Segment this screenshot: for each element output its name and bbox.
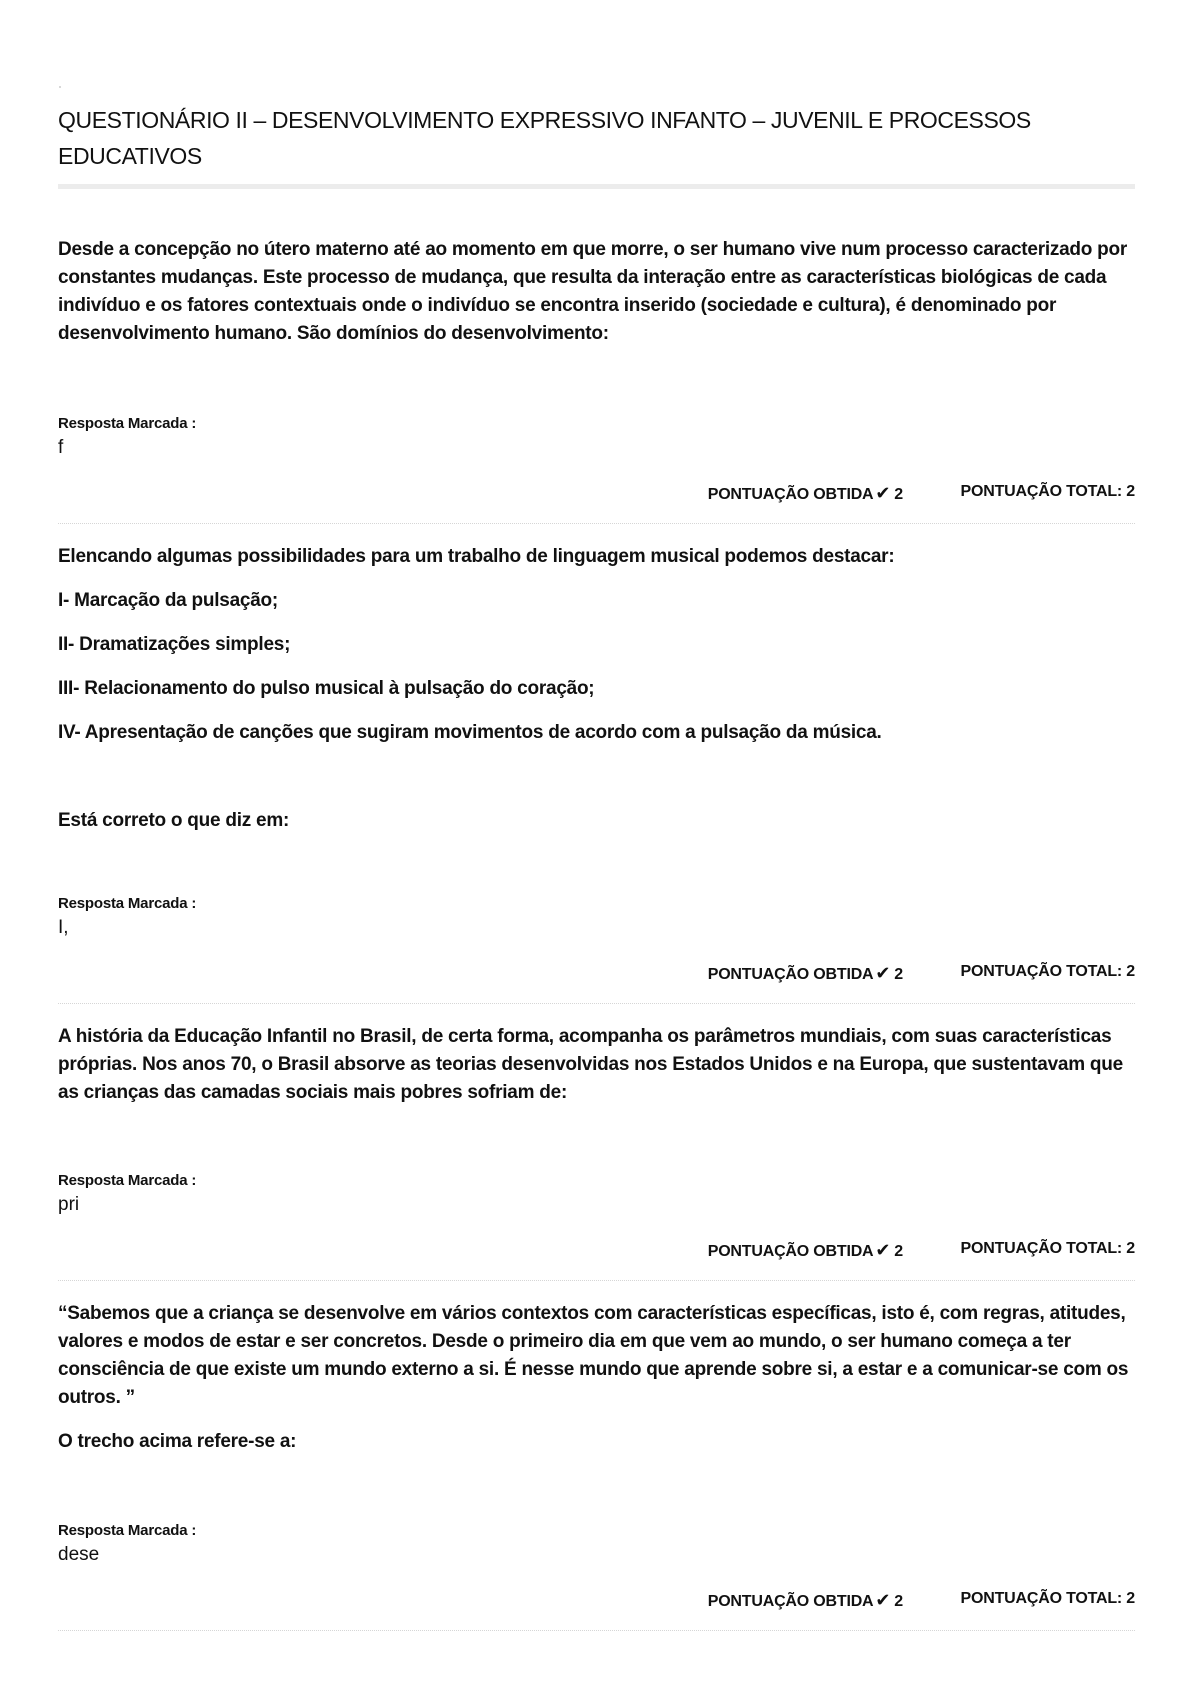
- score-obtained: [708, 1240, 903, 1261]
- question-text: A história da Educação Infantil no Brasil, de certa forma, acompanha os parâmetros mundiais, com suas características próprias. Nos anos 70, o Brasil absorve as teorias desenvolvidas nos Estados Unidos e na Europa, que sustentavam que as crianças das camadas sociais mais pobres sofriam de:: [58, 1026, 1123, 1103]
- answer-value: f: [58, 437, 64, 458]
- question-divider: [58, 1630, 1135, 1631]
- question-divider: [58, 523, 1135, 524]
- question-4: [58, 1300, 1135, 1472]
- score-obtained-value: 2: [894, 1243, 903, 1260]
- question-divider: [58, 1003, 1135, 1004]
- score-total: [961, 483, 1135, 501]
- question-prompt: O trecho acima refere-se a:: [58, 1431, 297, 1452]
- corner-mark: [59, 86, 61, 88]
- check-icon: ✔: [875, 963, 891, 983]
- question-text: “Sabemos que a criança se desenvolve em vários contextos com características específicas, isto é, com regras, atitudes, valores e modos de estar e ser concretos. Desde o primeiro dia em que vem ao mundo, o ser humano começa a ter consciência de que existe um mundo externo a si. É nesse mundo que aprende sobre si, a estar e a comunicar-se com os outros. ”: [58, 1303, 1129, 1408]
- score-row: [58, 483, 1135, 507]
- score-obtained-value: 2: [894, 966, 903, 983]
- answer-label: Resposta Marcada :: [58, 895, 197, 912]
- score-total-value: 2: [1126, 483, 1135, 500]
- score-obtained-label: PONTUAÇÃO OBTIDA: [707, 1243, 874, 1260]
- score-obtained-label: PONTUAÇÃO OBTIDA: [707, 486, 874, 503]
- question-item: III- Relacionamento do pulso musical à pulsação do coração;: [58, 678, 595, 699]
- score-obtained-label: PONTUAÇÃO OBTIDA: [707, 1593, 874, 1610]
- score-row: [58, 963, 1135, 987]
- answer-value: I,: [58, 917, 69, 938]
- score-total-label: PONTUAÇÃO TOTAL:: [960, 483, 1123, 500]
- score-total-label: PONTUAÇÃO TOTAL:: [960, 963, 1123, 980]
- score-obtained-value: 2: [894, 486, 903, 503]
- question-3: [58, 1023, 1135, 1107]
- question-item: I- Marcação da pulsação;: [58, 590, 278, 611]
- answer-label: Resposta Marcada :: [58, 1172, 197, 1189]
- score-total-label: PONTUAÇÃO TOTAL:: [960, 1240, 1123, 1257]
- answer-label: Resposta Marcada :: [58, 1522, 197, 1539]
- score-total: [961, 963, 1135, 981]
- score-obtained-value: 2: [894, 1593, 903, 1610]
- score-obtained-label: PONTUAÇÃO OBTIDA: [707, 966, 874, 983]
- answer-value: dese: [58, 1544, 100, 1565]
- question-prompt: Está correto o que diz em:: [58, 810, 290, 831]
- score-total: [961, 1240, 1135, 1258]
- score-total: [961, 1590, 1135, 1608]
- title-divider: [58, 184, 1135, 189]
- answer-label: Resposta Marcada :: [58, 415, 197, 432]
- question-text: Elencando algumas possibilidades para um trabalho de linguagem musical podemos destacar:: [58, 546, 895, 567]
- score-total-label: PONTUAÇÃO TOTAL:: [960, 1590, 1123, 1607]
- score-total-value: 2: [1126, 1590, 1135, 1607]
- question-item: IV- Apresentação de canções que sugiram movimentos de acordo com a pulsação da música.: [58, 722, 882, 743]
- question-text: Desde a concepção no útero materno até ao momento em que morre, o ser humano vive num processo caracterizado por constantes mudanças. Este processo de mudança, que resulta da interação entre as características biológicas de cada indivíduo e os fatores contextuais onde o indivíduo se encontra inserido (sociedade e cultura), é denominado por desenvolvimento humano. São domínios do desenvolvimento:: [58, 239, 1128, 344]
- check-icon: ✔: [875, 1590, 891, 1610]
- question-2: [58, 543, 1135, 851]
- question-divider: [58, 1280, 1135, 1281]
- page-title: QUESTIONÁRIO II – DESENVOLVIMENTO EXPRESSIVO INFANTO – JUVENIL E PROCESSOS EDUCATIVOS: [58, 107, 1031, 169]
- score-row: [58, 1590, 1135, 1614]
- check-icon: ✔: [875, 483, 891, 503]
- score-total-value: 2: [1126, 963, 1135, 980]
- check-icon: ✔: [875, 1240, 891, 1260]
- score-row: [58, 1240, 1135, 1264]
- question-1: [58, 236, 1135, 348]
- score-obtained: [708, 963, 903, 984]
- answer-value: pri: [58, 1194, 80, 1215]
- score-obtained: [708, 483, 903, 504]
- score-obtained: [708, 1590, 903, 1611]
- score-total-value: 2: [1126, 1240, 1135, 1257]
- question-item: II- Dramatizações simples;: [58, 634, 291, 655]
